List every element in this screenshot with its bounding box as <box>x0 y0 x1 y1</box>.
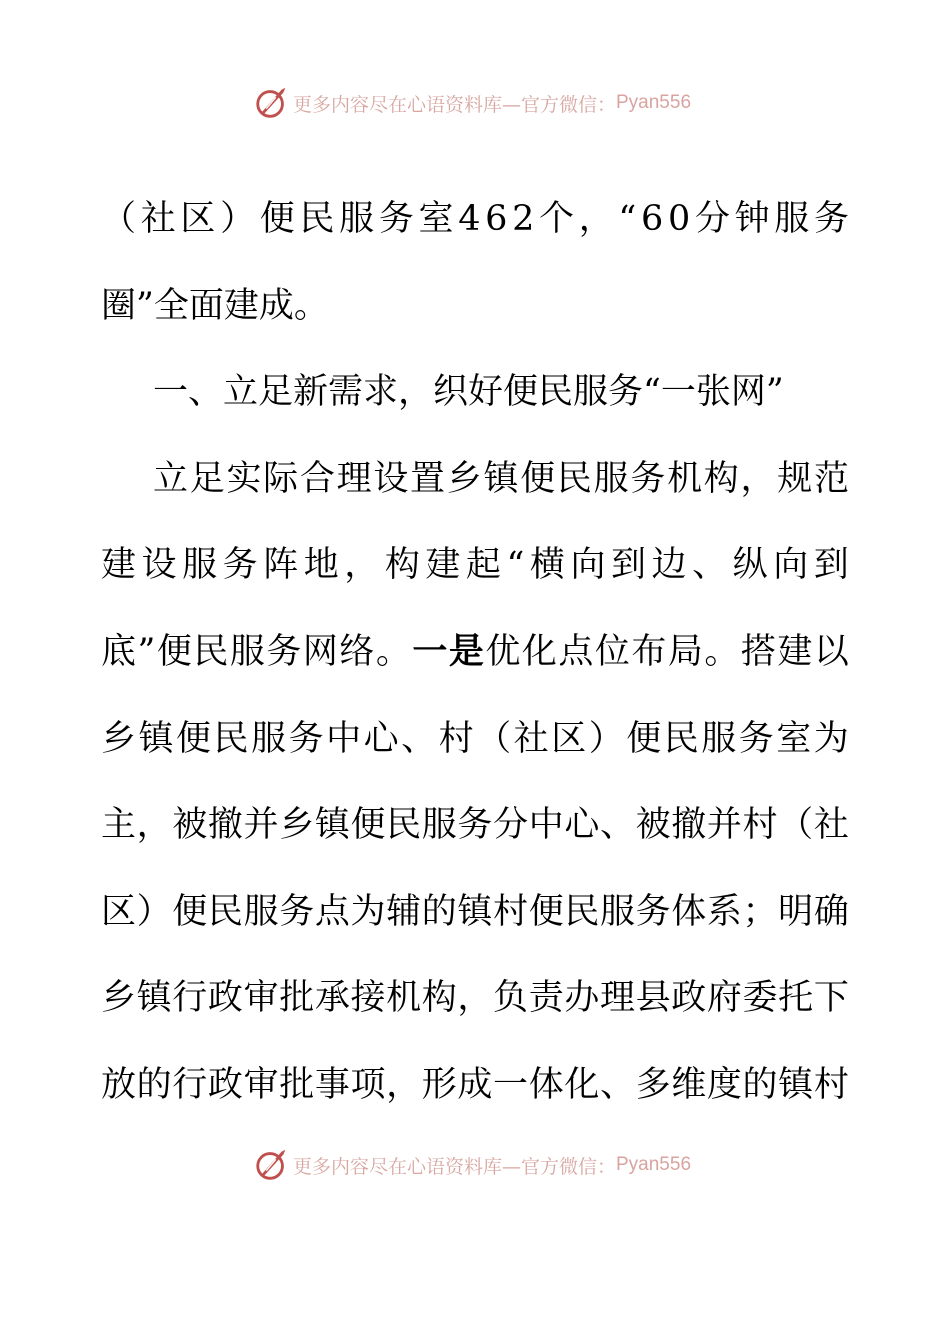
watermark-wechat-id: Pyan556 <box>616 1154 692 1175</box>
quill-pen-logo-icon <box>253 84 291 122</box>
document-body <box>101 176 849 1129</box>
paragraph-line-9: 区 ） 便 民 服 务 点 为 辅 的 镇 村 便 民 服 务 体 系 ； 明 确 <box>101 891 849 932</box>
watermark-wechat-id: Pyan556 <box>616 92 692 113</box>
paragraph-line-1: （ 社 区 ） 便 民 服 务 室 4 6 2 个 ， “ 6 0 分 钟 服 务 <box>101 199 849 239</box>
quill-pen-logo-icon <box>253 1146 291 1184</box>
paragraph-line-4: 立 足 实 际 合 理 设 置 乡 镇 便 民 服 务 机 构 ， 规 范 <box>153 458 849 499</box>
paragraph-line-6: 底 ” 便 民 服 务 网 络 。 一 是 优 化 点 位 布 局 。 搭 建 以 <box>101 630 849 672</box>
section-heading: 一、立足新需求，织好便民服务“一张网” <box>153 372 784 413</box>
paragraph-line-11: 放 的 行 政 审 批 事 项 ， 形 成 一 体 化 、 多 维 度 的 镇 村 <box>101 1064 849 1105</box>
paragraph-line-10: 乡 镇 行 政 审 批 承 接 机 构 ， 负 责 办 理 县 政 府 委 托 下 <box>101 978 849 1019</box>
watermark-text: 更多内容尽在心语资料库—官方微信： <box>292 1155 616 1178</box>
paragraph-line-7: 乡 镇 便 民 服 务 中 心 、 村 （ 社 区 ） 便 民 服 务 室 为 <box>101 718 849 759</box>
header-watermark <box>0 81 950 125</box>
footer-watermark <box>0 1143 950 1187</box>
watermark-text: 更多内容尽在心语资料库—官方微信： <box>292 93 616 116</box>
paragraph-line-5: 建 设 服 务 阵 地 ， 构 建 起 “ 横 向 到 边 、 纵 向 到 <box>101 545 849 586</box>
paragraph-line-8: 主 ， 被 撤 并 乡 镇 便 民 服 务 分 中 心 、 被 撤 并 村 （ 社 <box>101 805 849 846</box>
paragraph-line-2: 圈”全面建成。 <box>101 285 329 326</box>
